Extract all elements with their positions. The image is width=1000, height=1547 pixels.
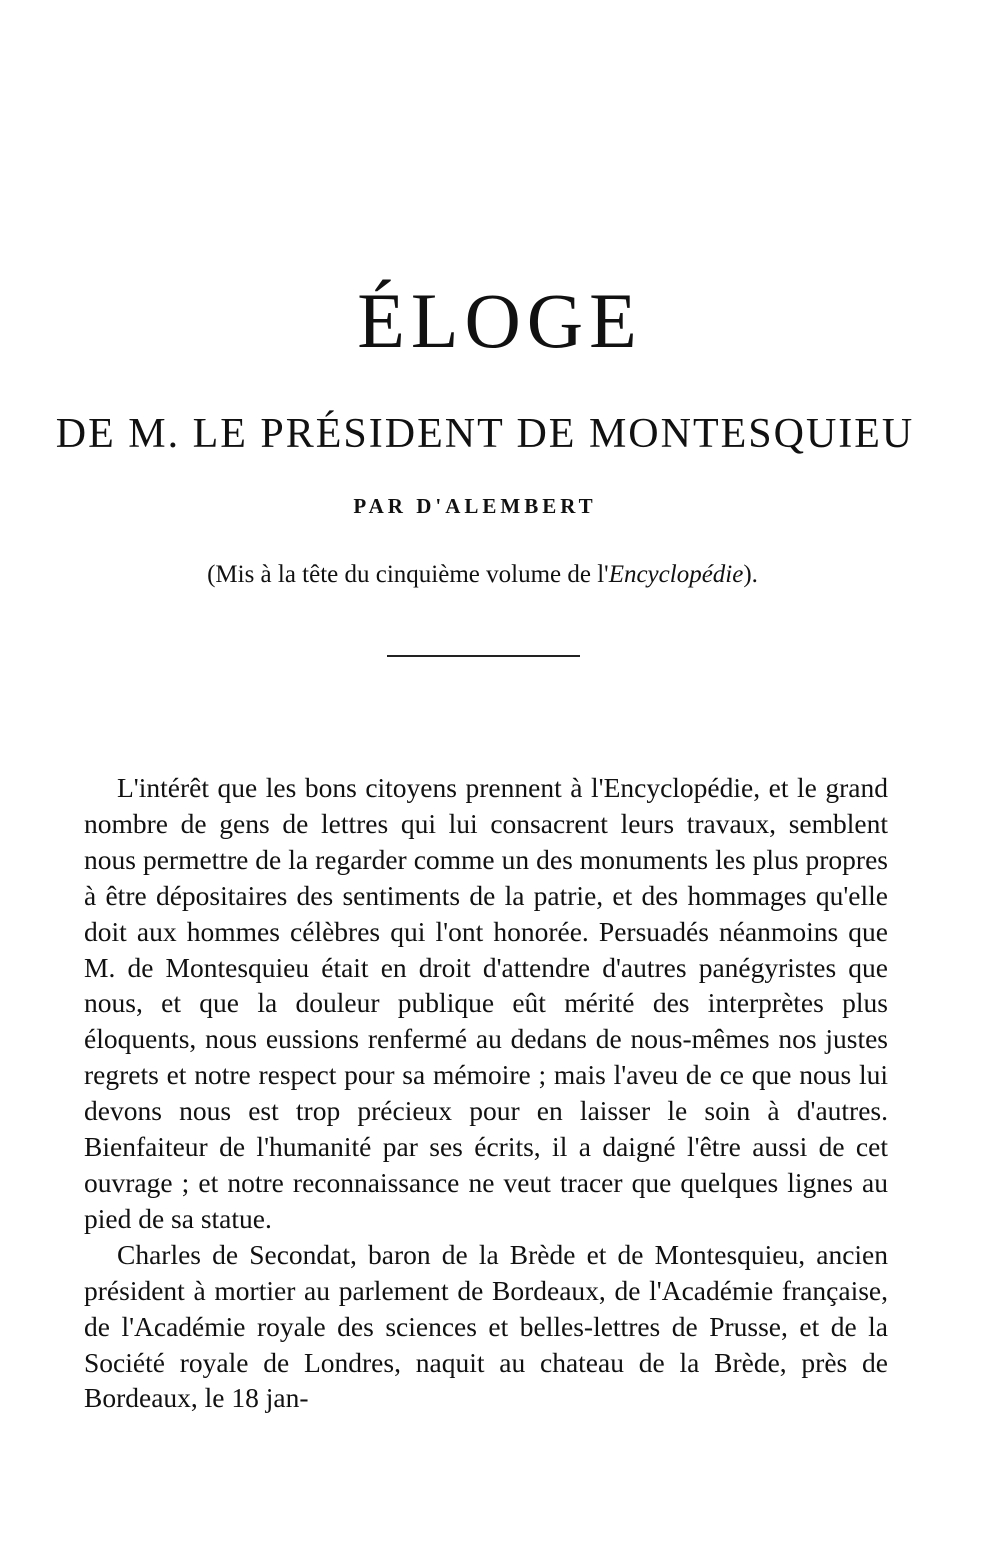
publication-note-prefix: (Mis à la tête du cinquième volume de l' [207,561,609,588]
section-divider [387,655,580,657]
publication-note [0,562,965,587]
paragraph: L'intérêt que les bons citoyens prennent à l'Encyclopédie, et le grand nombre de gens de lettres qui lui consacrent leurs travaux, semblent nous permettre de la regarder comme un des monuments les plus propres à être dépositaires des sentiments de la patrie, et des hommages qu'elle doit aux hommes célèbres qui l'ont honorée. Persuadés néanmoins que M. de Montesquieu était en droit d'attendre d'autres panégyristes que nous, et que la douleur publique eût mérité des interprètes plus éloquents, nous eussions renfermé au dedans de nous-mêmes nos justes regrets et notre respect pour sa mémoire ; mais l'aveu de ce que nous lui devons nous est trop précieux pour en laisser le soin à d'autres. Bienfaiteur de l'humanité par ses écrits, il a daigné l'être aussi de cet ouvrage ; et notre reconnaissance ne veut tracer que quelques lignes au pied de sa statue. [84,772,888,1234]
author-line: PAR D'ALEMBERT [353,494,597,518]
paragraph: Charles de Secondat, baron de la Brède et de Montesquieu, ancien président à mortier au parlement de Bordeaux, de l'Académie française, de l'Académie royale des sciences et belles-lettres de Prusse, et de la Société royale de Londres, naquit au chateau de la Brède, près de Bordeaux, le 18 jan- [84,1238,888,1414]
publication-note-suffix: ). [743,561,758,588]
publication-note-work-title: Encyclopédie [608,561,744,588]
page-subtitle: DE M. LE PRÉSIDENT DE MONTESQUIEU [55,411,915,457]
body-text [84,770,888,1416]
page-title: ÉLOGE [357,277,643,364]
